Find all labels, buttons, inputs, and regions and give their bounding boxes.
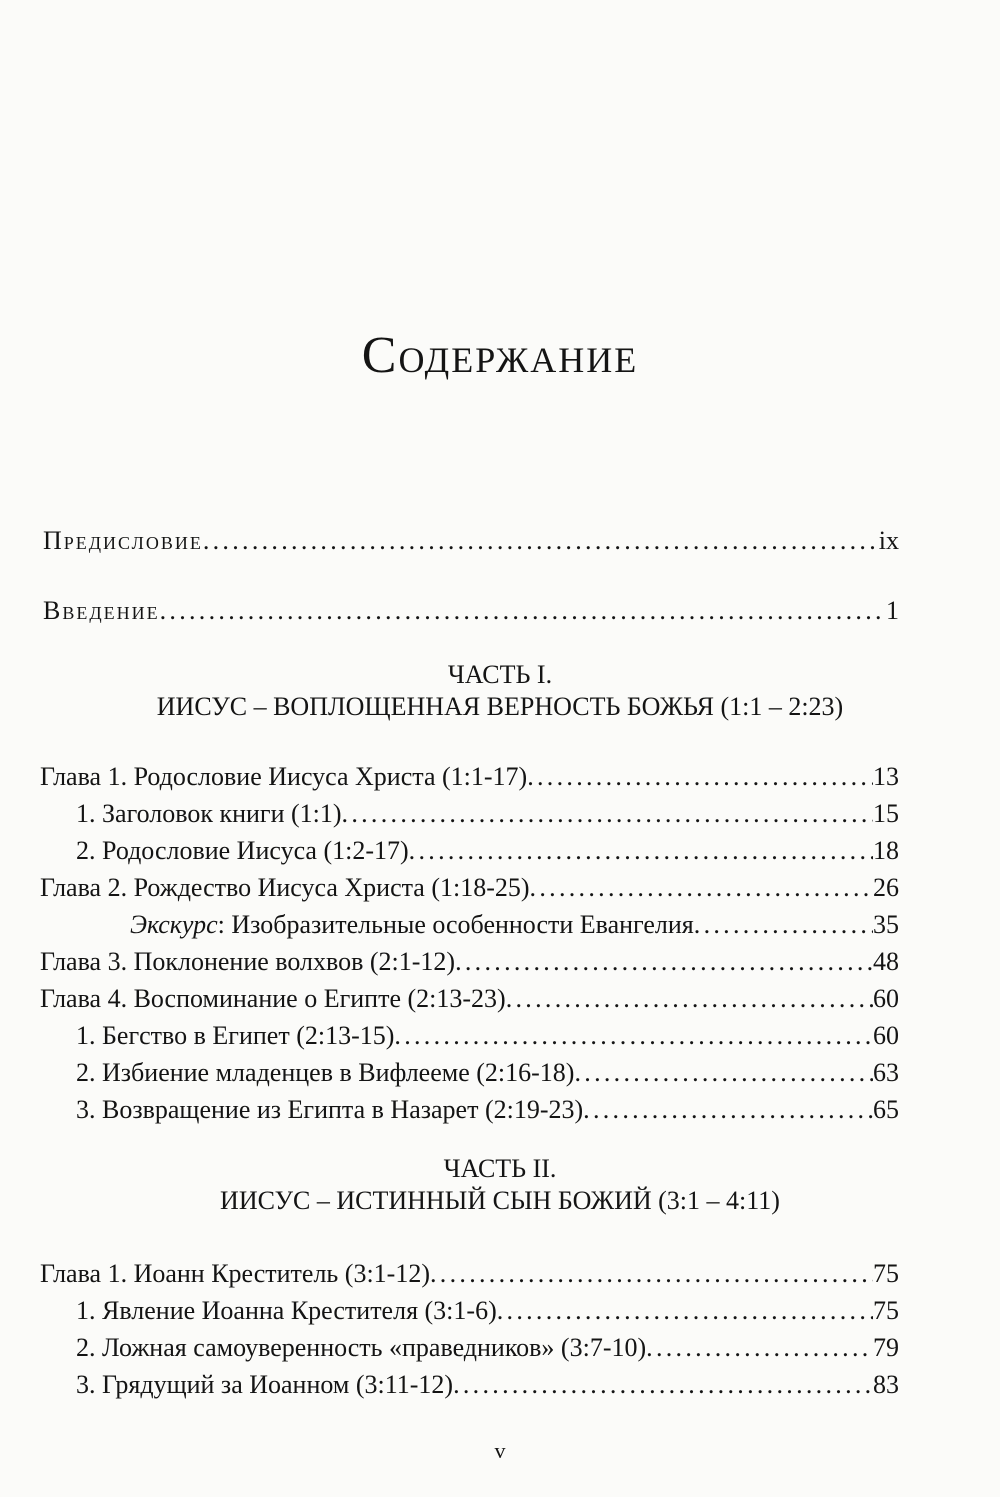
excursus-title: : Изобразительные особенности Евангелия [217,910,694,939]
toc-entry[interactable] [40,871,899,905]
toc-entry[interactable] [76,834,899,868]
leader-dots [453,1368,873,1402]
part2-subtitle: ИИСУС – ИСТИННЫЙ СЫН БОЖИЙ (3:1 – 4:11) [220,1186,780,1215]
toc-entry[interactable] [76,1093,899,1127]
toc-entry-page: 83 [873,1370,899,1399]
toc-entry-page: 35 [873,910,899,939]
toc-entry[interactable] [76,797,899,831]
toc-entry-label: 2. Избиение младенцев в Вифлееме (2:16-18) [76,1058,575,1087]
leader-dots [342,797,873,831]
leader-dots [497,1294,873,1328]
toc-entry-label: 2. Ложная самоуверенность «праведников» (3:7-10) [76,1333,647,1362]
toc-entry-label: 2. Родословие Иисуса (1:2-17) [76,836,409,865]
toc-entry-label: Введение [43,596,160,625]
toc-entry-label: 3. Возвращение из Египта в Назарет (2:19-23) [76,1095,584,1124]
leader-dots [160,594,886,628]
leader-dots [455,945,873,979]
leader-dots [506,982,873,1016]
toc-entry-page: 75 [873,1296,899,1325]
toc-entry-label: Глава 2. Рождество Иисуса Христа (1:18-25) [40,873,530,902]
excursus-prefix: Экскурс [130,910,218,939]
toc-entry-excursus[interactable] [130,908,899,942]
toc-entry[interactable] [76,1019,899,1053]
toc-entry-page: 26 [873,873,899,902]
leader-dots [583,1093,873,1127]
toc-entry-label: Глава 4. Воспоминание о Египте (2:13-23) [40,984,506,1013]
toc-entry-page: ix [878,526,899,555]
toc-entry-intro[interactable] [43,594,899,628]
leader-dots [530,871,873,905]
leader-dots [203,524,879,558]
leader-dots [527,760,873,794]
toc-entry-preface[interactable] [43,524,899,558]
toc-entry-page: 60 [873,1021,899,1050]
toc-entry-label: Глава 3. Поклонение волхвов (2:1-12) [40,947,456,976]
toc-entry-page: 65 [873,1095,899,1124]
toc-entry-page: 79 [873,1333,899,1362]
toc-entry-label: 1. Бегство в Египет (2:13-15) [76,1021,395,1050]
part1-subtitle: ИИСУС – ВОПЛОЩЕННАЯ ВЕРНОСТЬ БОЖЬЯ (1:1 – 2:23) [156,692,844,721]
leader-dots [574,1056,873,1090]
toc-entry-label: 3. Грядущий за Иоанном (3:11-12) [76,1370,454,1399]
toc-entry-label: Глава 1. Родословие Иисуса Христа (1:1-17) [40,762,528,791]
toc-entry-page: 63 [873,1058,899,1087]
leader-dots [430,1257,873,1291]
page-number: v [494,1438,506,1463]
page-title: Содержание [361,327,639,384]
toc-entry-label: Глава 1. Иоанн Креститель (3:1-12) [40,1259,430,1288]
toc-entry-label: 1. Явление Иоанна Крестителя (3:1-6) [76,1296,497,1325]
toc-entry[interactable] [40,760,899,794]
toc-entry[interactable] [40,982,899,1016]
leader-dots [694,908,873,942]
part2-heading: ЧАСТЬ II. [443,1154,557,1183]
leader-dots [409,834,873,868]
leader-dots [646,1331,873,1365]
toc-entry-page: 18 [873,836,899,865]
toc-entry[interactable] [40,945,899,979]
toc-entry-label: Предисловие [43,526,203,555]
toc-entry[interactable] [76,1294,899,1328]
toc-entry-page: 1 [886,596,899,625]
toc-entry[interactable] [76,1331,899,1365]
toc-entry-page: 15 [873,799,899,828]
toc-entry-label [130,908,694,942]
part1-heading: ЧАСТЬ I. [447,660,553,689]
toc-entry[interactable] [76,1056,899,1090]
toc-entry-page: 60 [873,984,899,1013]
toc-entry-page: 75 [873,1259,899,1288]
toc-entry-page: 48 [873,947,899,976]
toc-entry[interactable] [40,1257,899,1291]
toc-entry-label: 1. Заголовок книги (1:1) [76,799,342,828]
leader-dots [394,1019,873,1053]
toc-entry-page: 13 [873,762,899,791]
toc-entry[interactable] [76,1368,899,1402]
